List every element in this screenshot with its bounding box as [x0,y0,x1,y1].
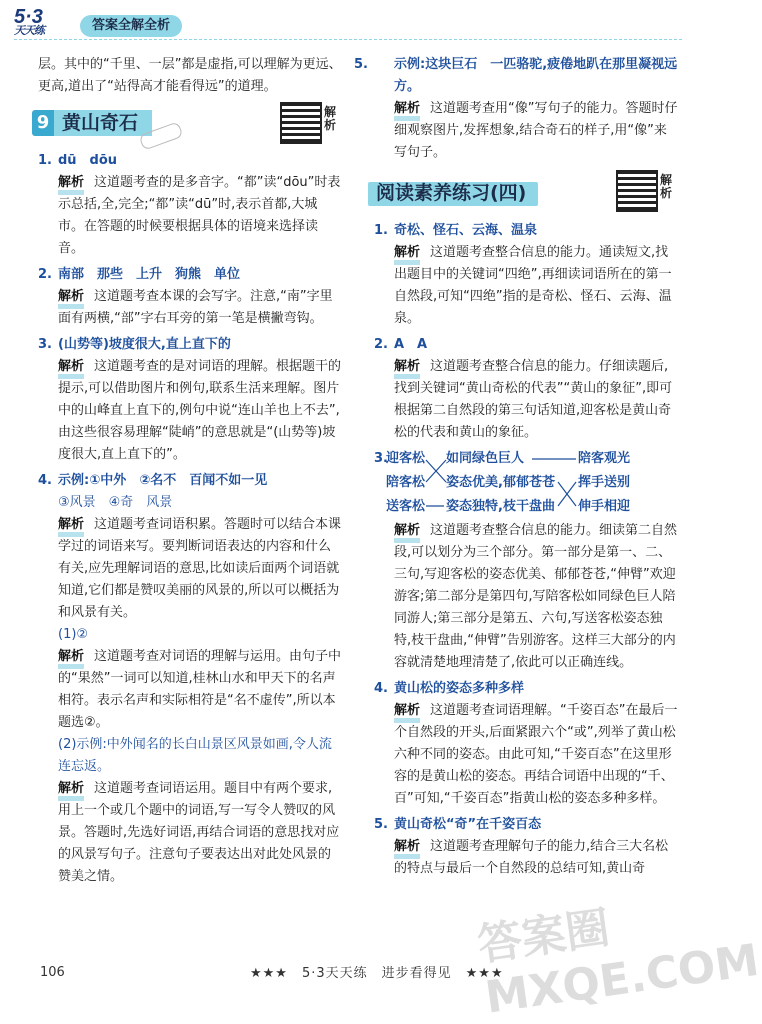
question-2: 2. 南部 那些 上升 狗熊 单位 解析 这道题考查本课的会写字。注意,“南”字里面有两横,“部”字右耳旁的第一笔是横撇弯钩。 [38,267,333,326]
pine-action: 挥手送别 [578,475,631,490]
question-4: 4. 示例:①中外 ②名不 百闻不如一见 ③风景 ④奇 风景 解析 这道题考查词语积累。答题时可以结合本课学过的词语来写。要判断词语表达的内容和什么有关,应先理解词语的意思,比如读后面两个词语就知道,它们都是赞叹美丽的风景的,所以可以概括为和风景有关。 (1)② 解析 这道题考查对词语的理解与运用。由句子中的“果然”一词可以知道,桂林山水和甲天下的名声相符。表示名声和实际相符是“名不虚传”,所以本题选②。 (2)示例:中外闻名的长白山景区风景如画,令人流连忘返。 解析 这道题考查词语运用。题目中有两个要求,用上一个或几个题中的词语,写一写令人赞叹的风景。答题时,先选好词语,再结合词语的意思找对应的风景写句子。注意句子要表达出对此处风景的赞美之情。 [38,473,342,884]
reading-question-1: 1. 奇松、怪石、云海、温泉 解析 这道题考查整合信息的能力。通读短文,找出题目中的关键词“四绝”,再细读词语所在的第一自然段,可知“四绝”指的是奇松、怪石、云海、温泉。 [374,223,672,326]
answer: 黄山奇松“奇”在千姿百态 [394,817,542,832]
logo: 5·3 天天练 [14,6,44,37]
answer-line-2: ③风景 ④奇 风景 [58,495,173,510]
pine-name: 迎客松 [386,451,426,466]
analysis-text: 这道题考查的是多音字。“都”读“dōu”时表示总括,全,完全;“都”读“dū”时,表示首都,大城市。在答题的时候要根据具体的语境来选择读音。 [58,175,341,256]
analysis-label: 解析 [58,646,84,668]
analysis-label: 解析 [394,356,420,378]
answer: 示例:这块巨石 一匹骆驼,疲倦地趴在那里凝视远方。 [394,57,678,94]
analysis-label: 解析 [58,778,84,800]
analysis-text: 这道题考查词语理解。“千姿百态”在最后一个自然段的开头,后面紧跟六个“或”,列举了黄山松六种不同的姿态。由此可知,“千姿百态”在这里形容的是黄山松的姿态。再结合词语中出现的“千、百”可知,“千姿百态”指黄山松的姿态多种多样。 [394,703,678,806]
analysis-label: 解析 [58,356,84,378]
answer: 南部 那些 上升 狗熊 单位 [58,267,241,282]
analysis-label: 解析 [58,286,84,308]
analysis-text: 这道题考查理解句子的能力,结合三大名松的特点与最后一个自然段的总结可知,黄山奇 [394,839,669,876]
question-3: 3. (山势等)坡度很大,直上直下的 解析 这道题考查的是对词语的理解。根据题干的提示,可以借助图片和例句,联系生活来理解。图片中的山峰直上直下的,例句中说“连山羊也上不去”,由这些很容易理解“陡峭”的意思就是“(山势等)坡度很大,直上直下的”。 [38,337,342,462]
analysis-label: 解析 [58,172,84,194]
analysis-text: 这道题考查用“像”写句子的能力。答题时仔细观察图片,发挥想象,结合奇石的样子,用“像”来写句子。 [394,101,678,160]
pine-feature: 如同绿色巨人 [446,451,525,466]
analysis-text: 这道题考查词语积累。答题时可以结合本课学过的词语来写。要判断词语表达的内容和什么有关,应先理解词语的意思,比如读后面两个词语就知道,它们都是赞叹美丽的风景的,所以可以概括为和风景有关。 [58,517,342,620]
analysis-label: 解析 [394,242,420,264]
pine-feature: 姿态独特,枝干盘曲 [446,499,555,514]
answer: dū dōu [58,153,118,168]
analysis-text: 这道题考查整合信息的能力。细读第二自然段,可以划分为三个部分。第一部分是第一、二、三句,写迎客松的姿态优美、郁郁苍苍,“伸臂”欢迎游客;第二部分是第四句,写陪客松如同绿色巨人陪同游人;第三部分是第五、六句,写送客松姿态独特,枝干盘曲,“伸臂”告别游客。这样三大部分的内容就清楚地理清楚了,依此可以正确连线。 [394,523,678,670]
qr-code-icon[interactable] [280,102,322,144]
watermark: 答案圈 MXQE.COM [474,902,762,1024]
answer: 奇松、怪石、云海、温泉 [394,223,538,238]
qr-code-icon[interactable] [616,170,658,212]
sub-answer-2: (2)示例:中外闻名的长白山景区风景如画,令人流连忘返。 [58,737,332,774]
reading-question-4: 4. 黄山松的姿态多种多样 解析 这道题考查词语理解。“千姿百态”在最后一个自然段的开头,后面紧跟六个“或”,列举了黄山松六种不同的姿态。由此可知,“千姿百态”在这里形容的是黄山松的姿态。再结合词语中出现的“千、百”可知,“千姿百态”指黄山松的姿态多种多样。 [374,681,678,806]
section-heading [368,170,679,210]
header-badge: 答案全解全析 [80,15,182,37]
qr-label: 解析 [324,105,337,132]
page-number: 106 [40,965,65,980]
page-header [0,0,696,44]
analysis-text: 这道题考查词语运用。题目中有两个要求,用上一个或几个题中的词语,写一写令人赞叹的风景。答题时,先选好词语,再结合词语的意思找对应的风景写句子。注意句子要表达出对此处风景的赞美之情。 [58,781,340,884]
analysis-text: 这道题考查本课的会写字。注意,“南”字里面有两横,“部”字右耳旁的第一笔是横撇弯钩。 [58,289,333,326]
answer: (山势等)坡度很大,直上直下的 [58,337,231,352]
lesson-title: 黄山奇石 [54,110,152,136]
analysis-text: 这道题考查整合信息的能力。仔细读题后,找到关键词“黄山奇松的代表”“黄山的象征”,即可根据第二自然段的第三句话知道,迎客松是黄山奇松的代表和黄山的象征。 [394,359,673,440]
analysis-text: 这道题考查对词语的理解与运用。由句子中的“果然”一词可以知道,桂林山水和甲天下的名声相符。表示名声和实际相符是“名不虚传”,所以本题选②。 [58,649,342,730]
left-column [38,54,343,888]
pine-name: 陪客松 [386,475,426,490]
intro-text: 层。其中的“千里、一层”都是虚指,可以理解为更远、更高,道出了“站得高才能看得远”的道理。 [38,57,342,94]
qr-label: 解析 [660,173,673,200]
analysis-text: 这道题考查整合信息的能力。通读短文,找出题目中的关键词“四绝”,再细读词语所在的第一自然段,可知“四绝”指的是奇松、怪石、云海、温泉。 [394,245,672,326]
pine-name: 送客松 [386,499,426,514]
section-title: 阅读素养练习(四) [376,182,527,204]
pine-feature: 姿态优美,郁郁苍苍 [446,475,555,490]
analysis-text: 这道题考查的是对词语的理解。根据题干的提示,可以借助图片和例句,联系生活来理解。图片中的山峰直上直下的,例句中说“连山羊也上不去”,由这些很容易理解“陡峭”的意思就是“(山势等)坡度很大,直上直下的”。 [58,359,342,462]
answer: 示例:①中外 ②名不 百闻不如一见 [58,473,268,488]
lesson-heading [32,102,343,146]
pine-action: 陪客观光 [578,451,631,466]
header-divider [14,39,682,40]
answer: 黄山松的姿态多种多样 [394,681,525,696]
analysis-label: 解析 [394,520,420,542]
lesson-number: 9 [32,110,54,136]
matching-diagram [374,448,679,520]
reading-question-3 [374,448,679,674]
pine-action: 伸手相迎 [578,499,631,514]
sub-answer-1: (1)② [58,627,89,642]
right-column [354,54,679,880]
question-5: 5. 示例:这块巨石 一匹骆驼,疲倦地趴在那里凝视远方。 解析 这道题考查用“像”写句子的能力。答题时仔细观察图片,发挥想象,结合奇石的样子,用“像”来写句子。 [354,57,678,160]
analysis-label: 解析 [394,700,420,722]
reading-question-5: 5. 黄山奇松“奇”在千姿百态 解析 这道题考查理解句子的能力,结合三大名松的特点与最后一个自然段的总结可知,黄山奇 [374,817,669,876]
question-1: 1. dū dōu 解析 这道题考查的是多音字。“都”读“dōu”时表示总括,全,完全;“都”读“dū”时,表示首都,大城市。在答题的时候要根据具体的语境来选择读音。 [38,153,341,256]
question-number: 3. [374,451,388,466]
analysis-label: 解析 [394,98,420,120]
answer: A A [394,337,428,352]
analysis-label: 解析 [394,836,420,858]
footer-slogan: ★★★ 5·3天天练 进步看得见 ★★★ [250,966,504,981]
matching-lines [374,448,679,520]
analysis-label: 解析 [58,514,84,536]
reading-question-2: 2. A A 解析 这道题考查整合信息的能力。仔细读题后,找到关键词“黄山奇松的代表”“黄山的象征”,即可根据第二自然段的第三句话知道,迎客松是黄山奇松的代表和黄山的象征。 [374,337,673,440]
